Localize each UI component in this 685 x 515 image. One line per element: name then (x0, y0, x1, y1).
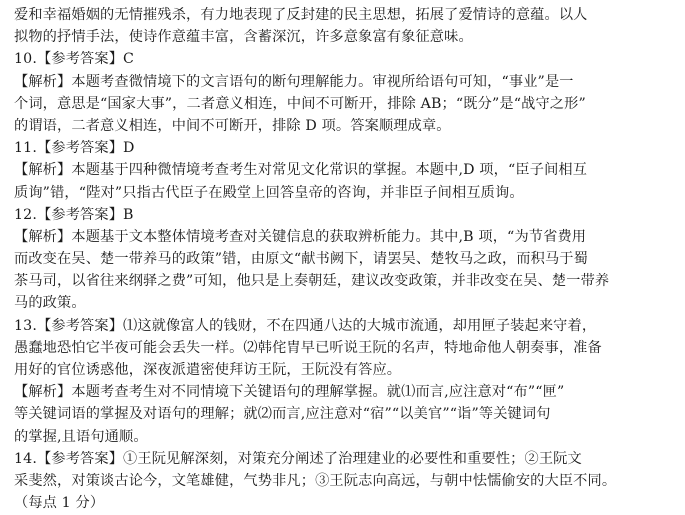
q10-analysis-line-1: 【解析】本题考查微情境下的文言语句的断句理解能力。审视所给语句可知，“事业”是一 (14, 73, 574, 90)
q11-analysis-line-2: 质询”错，“陛对”只指古代臣子在殿堂上回答皇帝的咨询，并非臣子间相互质询。 (14, 184, 524, 201)
text-line-2: 拟物的抒情手法，使诗作意蕴丰富，含蓄深沉，许多意象富有象征意味。 (14, 29, 473, 46)
q10-analysis-line-3: 的谓语，二者意义相连，中间不可断开，排除 D 项。答案顺理成章。 (14, 117, 451, 134)
q12-analysis-line-2: 而改变在吴、楚一带养马的政策”错，由原文“献书阙下，请罢吴、楚牧马之政，而积马于蜀 (14, 251, 588, 268)
q13-analysis-line-2: 等关键词语的掌握及对语句的理解；就⑵而言,应注意对“宿”“以美官”“诣”等关键词句 (14, 406, 551, 423)
q11-answer: 11.【参考答案】D (14, 140, 135, 157)
q12-analysis-line-1: 【解析】本题基于文本整体情境考查对关键信息的获取辨析能力。其中,B 项，“为节省费用 (14, 228, 587, 245)
q10-analysis-line-2: 个词，意思是“国家大事”，二者意义相连，中间不可断开，排除 AB；“既分”是“战守之形” (14, 95, 586, 112)
q14-answer-line-2: 采斐然，对策谈古论今，文笔雄健，气势非凡；③王阮志向高远，与朝中怯懦偷安的大臣不同。 (14, 472, 617, 489)
q13-analysis-line-3: 的掌握,且语句通顺。 (14, 428, 148, 445)
q13-answer-line-1: 13.【参考答案】⑴这就像富人的钱财，不在四通八达的大城市流通，却用匣子装起来守着， (14, 317, 597, 334)
q14-answer-line-1: 14.【参考答案】①王阮见解深刻，对策充分阐述了治理建业的必要性和重要性；②王阮文 (14, 450, 582, 467)
q12-answer: 12.【参考答案】B (14, 206, 134, 223)
q13-answer-line-2: 愚蠢地恐怕它半夜可能会丢失一样。⑵韩侘胄早已听说王阮的名声，特地命他人朝奏事，准备 (14, 339, 602, 356)
q12-analysis-line-4: 马的政策。 (14, 295, 86, 312)
q11-analysis-line-1: 【解析】本题基于四种微情境考查考生对常见文化常识的掌握。本题中,D 项，“臣子间相互 (14, 162, 588, 179)
text-line-1: 爱和幸福婚姻的无情摧残杀，有力地表现了反封建的民主思想，拓展了爱情诗的意蕴。以人 (14, 7, 588, 23)
q13-analysis-line-1: 【解析】本题考查考生对不同情境下关键语句的理解掌握。就⑴而言,应注意对“布”“匣” (14, 384, 565, 401)
q14-scoring-note: （每点 1 分） (14, 495, 105, 512)
q12-analysis-line-3: 茶马司，以省往来纲驿之费”可知，他只是上奏朝廷，建议改变政策，并非改变在吴、楚一带养 (14, 273, 610, 290)
q13-answer-line-3: 用好的官位诱惑他，深夜派遣密使拜访王阮，王阮没有答应。 (14, 362, 402, 378)
q10-answer: 10.【参考答案】C (14, 51, 135, 68)
answer-key-page (14, 4, 674, 514)
